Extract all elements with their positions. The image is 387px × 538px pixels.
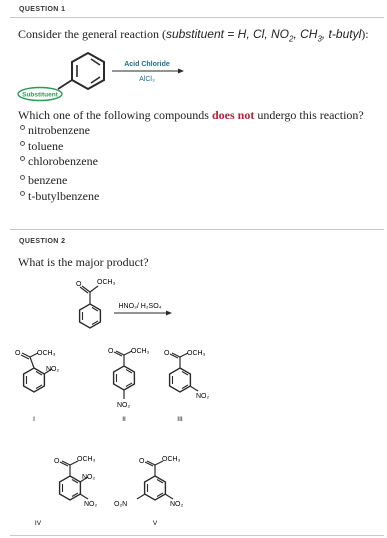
question-2-prompt: What is the major product? (18, 255, 149, 269)
product-I (15, 350, 60, 392)
option-label: t-butylbenzene (28, 189, 100, 203)
option-nitrobenzene[interactable] (20, 123, 90, 138)
option-label: chlorobenzene (28, 154, 98, 168)
carbonyl-o: O (54, 458, 60, 465)
och3-label: OCH₃ (162, 456, 181, 463)
reaction-scheme-q2 (0, 268, 387, 536)
subst-part: substituent = H, Cl, NO (165, 27, 289, 41)
och3-label: OCH₃ (37, 350, 56, 357)
subst-part: , t-butyl (321, 27, 362, 41)
question-1-label: QUESTION 1 (19, 6, 66, 13)
emphasis-text: does not (211, 108, 255, 122)
carbonyl-o: O (108, 348, 114, 355)
och3-label: OCH₃ (187, 350, 206, 357)
radio-button[interactable] (20, 156, 25, 161)
carbonyl-o: O (76, 281, 82, 288)
prompt-text: Consider the general reaction ( (18, 27, 166, 41)
no2-label: NO₂ (84, 501, 98, 508)
numeral-II: II (122, 416, 126, 423)
numeral-I: I (33, 416, 35, 423)
question-1-question (18, 108, 364, 123)
divider-top (10, 17, 384, 18)
reaction-scheme-q1 (0, 40, 387, 110)
reagent-bottom: AlCl₃ (139, 76, 155, 83)
subst-sub: 3 (317, 34, 322, 44)
starting-material (76, 279, 116, 328)
substituent-label: Substituent (22, 91, 58, 99)
no2-label: NO₂ (170, 501, 184, 508)
option-t-butylbenzene[interactable] (20, 189, 99, 204)
reagent-top: Acid Chloride (124, 61, 170, 68)
no2-label: NO₂ (46, 366, 60, 373)
o2n-label: O₂N (114, 501, 128, 508)
arrow-head (178, 69, 184, 74)
product-II (108, 348, 150, 409)
option-chlorobenzene[interactable] (20, 154, 98, 169)
no2-label: NO₂ (82, 474, 96, 481)
option-toluene[interactable] (20, 139, 63, 154)
och3-label: OCH₃ (77, 456, 96, 463)
numeral-V: V (152, 520, 158, 527)
question-text: Which one of the following compounds (18, 108, 212, 122)
question-text: undergo this reaction? (254, 108, 364, 122)
option-label: toluene (28, 139, 64, 153)
product-IV (54, 456, 98, 508)
product-V (114, 456, 184, 508)
no2-label: NO₂ (117, 402, 131, 409)
option-label: benzene (28, 173, 68, 187)
carbonyl-o: O (139, 458, 145, 465)
substituent-list (165, 27, 362, 44)
ring (80, 304, 101, 328)
och3-label: OCH₃ (97, 279, 116, 286)
option-label: nitrobenzene (28, 123, 90, 137)
question-2-label: QUESTION 2 (19, 238, 66, 245)
numeral-III: III (177, 416, 183, 423)
och3-label: OCH₃ (131, 348, 150, 355)
radio-button[interactable] (20, 125, 25, 130)
no2-label: NO₂ (196, 393, 210, 400)
subst-sub: 2 (288, 34, 294, 44)
arrow-head-2 (166, 311, 172, 316)
subst-part: , CH (293, 27, 318, 41)
divider-bottom (10, 535, 384, 536)
radio-button[interactable] (20, 175, 25, 180)
radio-button[interactable] (20, 141, 25, 146)
carbonyl-o: O (15, 350, 21, 357)
nitration-reagents: HNO₃/ H₂SO₄ (118, 303, 162, 310)
carbonyl-o: O (164, 350, 170, 357)
prompt-text: ): (361, 27, 369, 41)
numeral-IV: IV (34, 520, 42, 527)
product-III (164, 350, 210, 400)
radio-button[interactable] (20, 191, 25, 196)
option-benzene[interactable] (20, 173, 67, 188)
divider-middle (10, 229, 384, 230)
substituent-bond (58, 80, 72, 89)
